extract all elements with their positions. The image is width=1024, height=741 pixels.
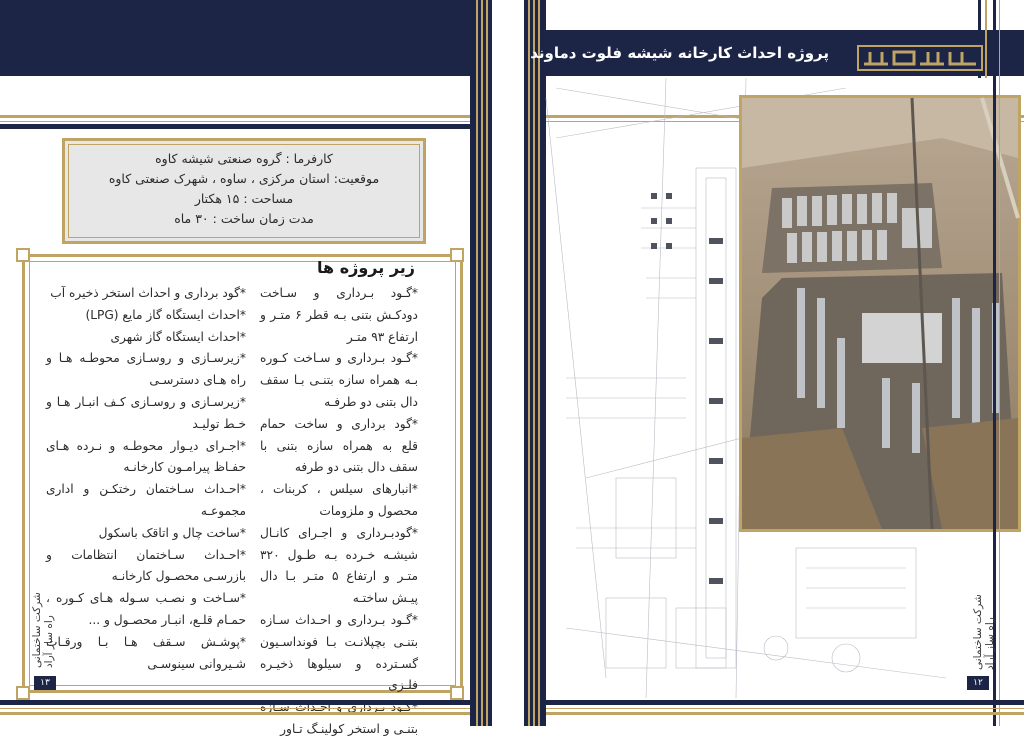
right-page [530,0,1024,726]
subproject-item: بتنـی و استخر کولینـگ تـاور [280,721,418,736]
subproject-item: *احـداث سـاختمان انتظامات و بازرسـی محصـول کارخانـه [46,547,246,584]
navy-rule [546,700,1024,705]
subproject-item: *اجـرای دیـوار محوطـه و نـرده هـای حفـاظ پیرامـون کارخانـه [46,438,246,475]
frame-corner-ornament [16,686,30,700]
subprojects-column-right [260,283,418,741]
margin-rule [999,0,1000,726]
subproject-item: *احـداث سـاختمان رختکـن و اداری مجموعـه [46,482,246,518]
subproject-item: *گـود بـرداری و احـداث سـازه بتنـی بچپلانـت بـا فونداسـیون گسـترده و سیلوها ذخیـره فلـزی [260,612,418,693]
company-name-vertical: شرکت ساختمانی راه ساز آراد [972,594,996,670]
gold-rule [0,121,470,122]
area-line: مساحت : ۱۵ هکتار [194,191,294,206]
subproject-item: *پوشـش سـقف هـا بـا ورقـات شـیروانی سینوسـی [46,634,246,671]
subproject-item: *گود برداری و ساخت حمام قلع به همراه سازه بتنی با سقف دال بتنی دو طرفه [260,416,418,475]
project-info-box [62,138,426,244]
page-number: ۱۲ [967,676,989,690]
subproject-item: *احداث ایستگاه گاز شهری [110,329,246,344]
company-name-vertical: شرکت ساختمانی راه ساز آراد [31,592,55,668]
subproject-item: *سـاخت و نصـب سـوله هـای کـوره ، حمـام قلـع، انبـار محصـول و ... [46,591,246,627]
frame-corner-ornament [16,248,30,262]
construction-site-photo [739,95,1021,532]
frame-corner-ornament [450,248,464,262]
subprojects-heading: زیر پروژه ها [317,258,415,277]
book-spine [470,0,546,726]
margin-rule [28,0,31,76]
page-number: ۱۳ [34,676,56,690]
company-logo [858,44,982,72]
subproject-item: *زیرسـازی و روسـازی کـف انبـار هـا و خـط تولیـد [46,394,246,431]
gold-rule [0,712,470,715]
gold-rule [546,712,1024,715]
gold-rule [0,708,470,709]
left-page [0,0,470,736]
subproject-item: *ساخت چال و اتاقک باسکول [98,525,246,540]
subproject-item: *گـود بـرداری و سـاخت دودکـش بتنی بـه قطر ۶ متـر و ارتفاع ۹۳ متـر [260,286,418,344]
navy-rule [0,700,470,705]
location-line: موقعیت: استان مرکزی ، ساوه ، شهرک صنعتی کاوه [108,171,380,186]
subproject-item: *انبارهای سیلس ، کربنات ، محصول و ملزومات [260,482,418,518]
subproject-item: *احداث ایستگاه گاز مایع (LPG) [85,307,246,322]
top-band-left [0,0,470,76]
client-line: کارفرما : گروه صنعتی شیشه کاوه [155,151,333,166]
subproject-item: *گودبـرداری و اجـرای کانـال شیشـه خـرده بـه طـول ۳۲۰ متـر و ارتفاع ۵ متـر بـا دال پیـش ساختـه [260,525,418,606]
subproject-item: *گود برداری و احداث استخر ذخیره آب [50,286,246,300]
navy-rule [0,124,470,129]
gold-rule [0,115,470,118]
subproject-item: *زیرسـازی و روسـازی محوطـه هـا و راه هـای دسترسـی [46,351,246,388]
subproject-item: *گـود بـرداری و سـاخت کـوره بـه همراه سازه بتنـی بـا سقف دال بتنی دو طرفـه [260,351,418,409]
project-title: پروژه احداث کارخانه شیشه فلوت دماوند [530,44,829,62]
frame-corner-ornament [450,686,464,700]
gold-rule [546,708,1024,709]
duration-line: مدت زمان ساخت : ۳۰ ماه [174,211,314,226]
subprojects-column-left [46,283,246,675]
